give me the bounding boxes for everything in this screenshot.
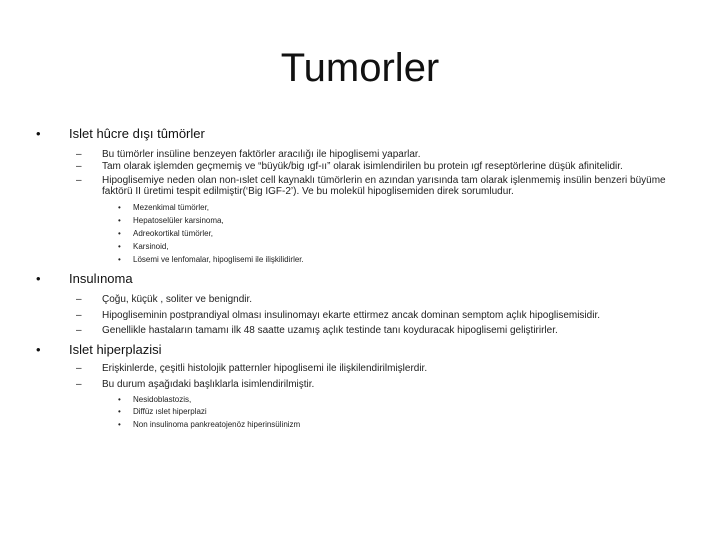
third-level-text: Karsinoid, xyxy=(133,241,169,251)
dash-marker: – xyxy=(76,175,82,186)
third-level-text: Mezenkimal tümörler, xyxy=(133,203,210,212)
bullet-dot: • xyxy=(118,254,121,264)
bullet-dot: • xyxy=(118,215,121,225)
bullet-dot: • xyxy=(118,241,121,251)
sub-bullet-text: Bu durum aşağıdaki başlıklarla isimlendirilmiştir. xyxy=(102,378,315,390)
slide-title: Tumorler xyxy=(280,46,440,90)
third-level-bullet xyxy=(36,242,686,252)
sub-bullet-text: Çoğu, küçük , soliter ve benigndir. xyxy=(102,293,253,305)
dash-marker: – xyxy=(76,324,82,336)
sub-bullet-text: Hipogliseminin postprandiyal olması insulinomayı ekarte ettirmez ancak dominan semptom açlık hipoglisemisidir. xyxy=(102,309,600,321)
bullet-dot: • xyxy=(36,270,41,286)
dash-marker: – xyxy=(76,149,82,160)
sub-bullet-text: Genellikle hastaların tamamı ilk 48 saatte uzamış açlık testinde tanı koyduracak hipoglisemi geliştirirler. xyxy=(102,324,558,336)
sub-bullet xyxy=(36,379,686,390)
bullet-dot: • xyxy=(118,420,121,430)
bullet-insulinoma xyxy=(36,271,686,287)
third-level-text: Adreokortikal tümörler, xyxy=(133,228,214,238)
bullet-dot: • xyxy=(36,126,41,141)
sub-bullet-text: Hipoglisemiye neden olan non-ıslet cell kaynaklı tümörlerin en azından yarısında tam olarak işlenmemiş insülin benzeri büyüme faktörü II üretimi tespit edilmiştir(‘Big IGF-2’). Ve bu molekül hipoglisemiden direk sorumludur. xyxy=(102,175,666,197)
sub-bullet xyxy=(36,161,686,172)
dash-marker: – xyxy=(76,161,82,172)
third-level-bullet xyxy=(36,255,686,265)
third-level-bullet xyxy=(36,420,686,430)
bullet-dot: • xyxy=(118,228,121,238)
third-level-bullet xyxy=(36,229,686,239)
third-level-bullet xyxy=(36,407,686,417)
bullet-dot: • xyxy=(118,407,121,417)
third-level-text: Nesidoblastozis, xyxy=(133,394,192,404)
sub-bullet-text: Tam olarak işlemden geçmemiş ve “büyük/big ıgf-ıı” olarak isimlendirilen bu protein ıgf reseptörlerine düşük afinitelidir. xyxy=(102,161,623,172)
slide-content xyxy=(36,126,686,430)
section-heading: Insulınoma xyxy=(69,270,133,286)
dash-marker: – xyxy=(76,378,82,390)
dash-marker: – xyxy=(76,309,82,321)
dash-marker: – xyxy=(76,293,82,305)
third-level-bullet xyxy=(36,216,686,226)
sub-bullet xyxy=(36,325,686,336)
bullet-dot: • xyxy=(118,203,121,212)
third-level-text: Diffüz ıslet hiperplazi xyxy=(133,407,207,417)
sub-bullet-text: Bu tümörler insüline benzeyen faktörler aracılığı ile hipoglisemi yaparlar. xyxy=(102,149,421,160)
sub-bullet xyxy=(36,310,686,321)
sub-bullet xyxy=(36,149,686,160)
dash-marker: – xyxy=(76,362,82,374)
bullet-islet-hiperplazisi xyxy=(36,342,686,358)
section-heading: Islet hûcre dışı tûmörler xyxy=(69,126,205,141)
sub-bullet xyxy=(36,294,686,305)
section-heading: Islet hiperplazisi xyxy=(69,341,162,357)
third-level-bullet xyxy=(36,395,686,405)
sub-bullet xyxy=(36,175,686,197)
third-level-text: Non insulinoma pankreatojenöz hiperinsülinizm xyxy=(133,420,301,430)
third-level-bullet xyxy=(36,203,686,213)
bullet-dot: • xyxy=(36,341,41,357)
sub-bullet-text: Erişkinlerde, çeşitli histolojik patternler hipoglisemi ile ilişkilendirilmişlerdir. xyxy=(102,362,428,374)
third-level-text: Lösemi ve lenfomalar, hipoglisemi ile ilişkilidirler. xyxy=(133,254,304,264)
sub-bullet xyxy=(36,363,686,374)
bullet-dot: • xyxy=(118,394,121,404)
bullet-islet-dis-tumorler xyxy=(36,126,686,142)
third-level-text: Hepatoselüler karsinoma, xyxy=(133,215,224,225)
